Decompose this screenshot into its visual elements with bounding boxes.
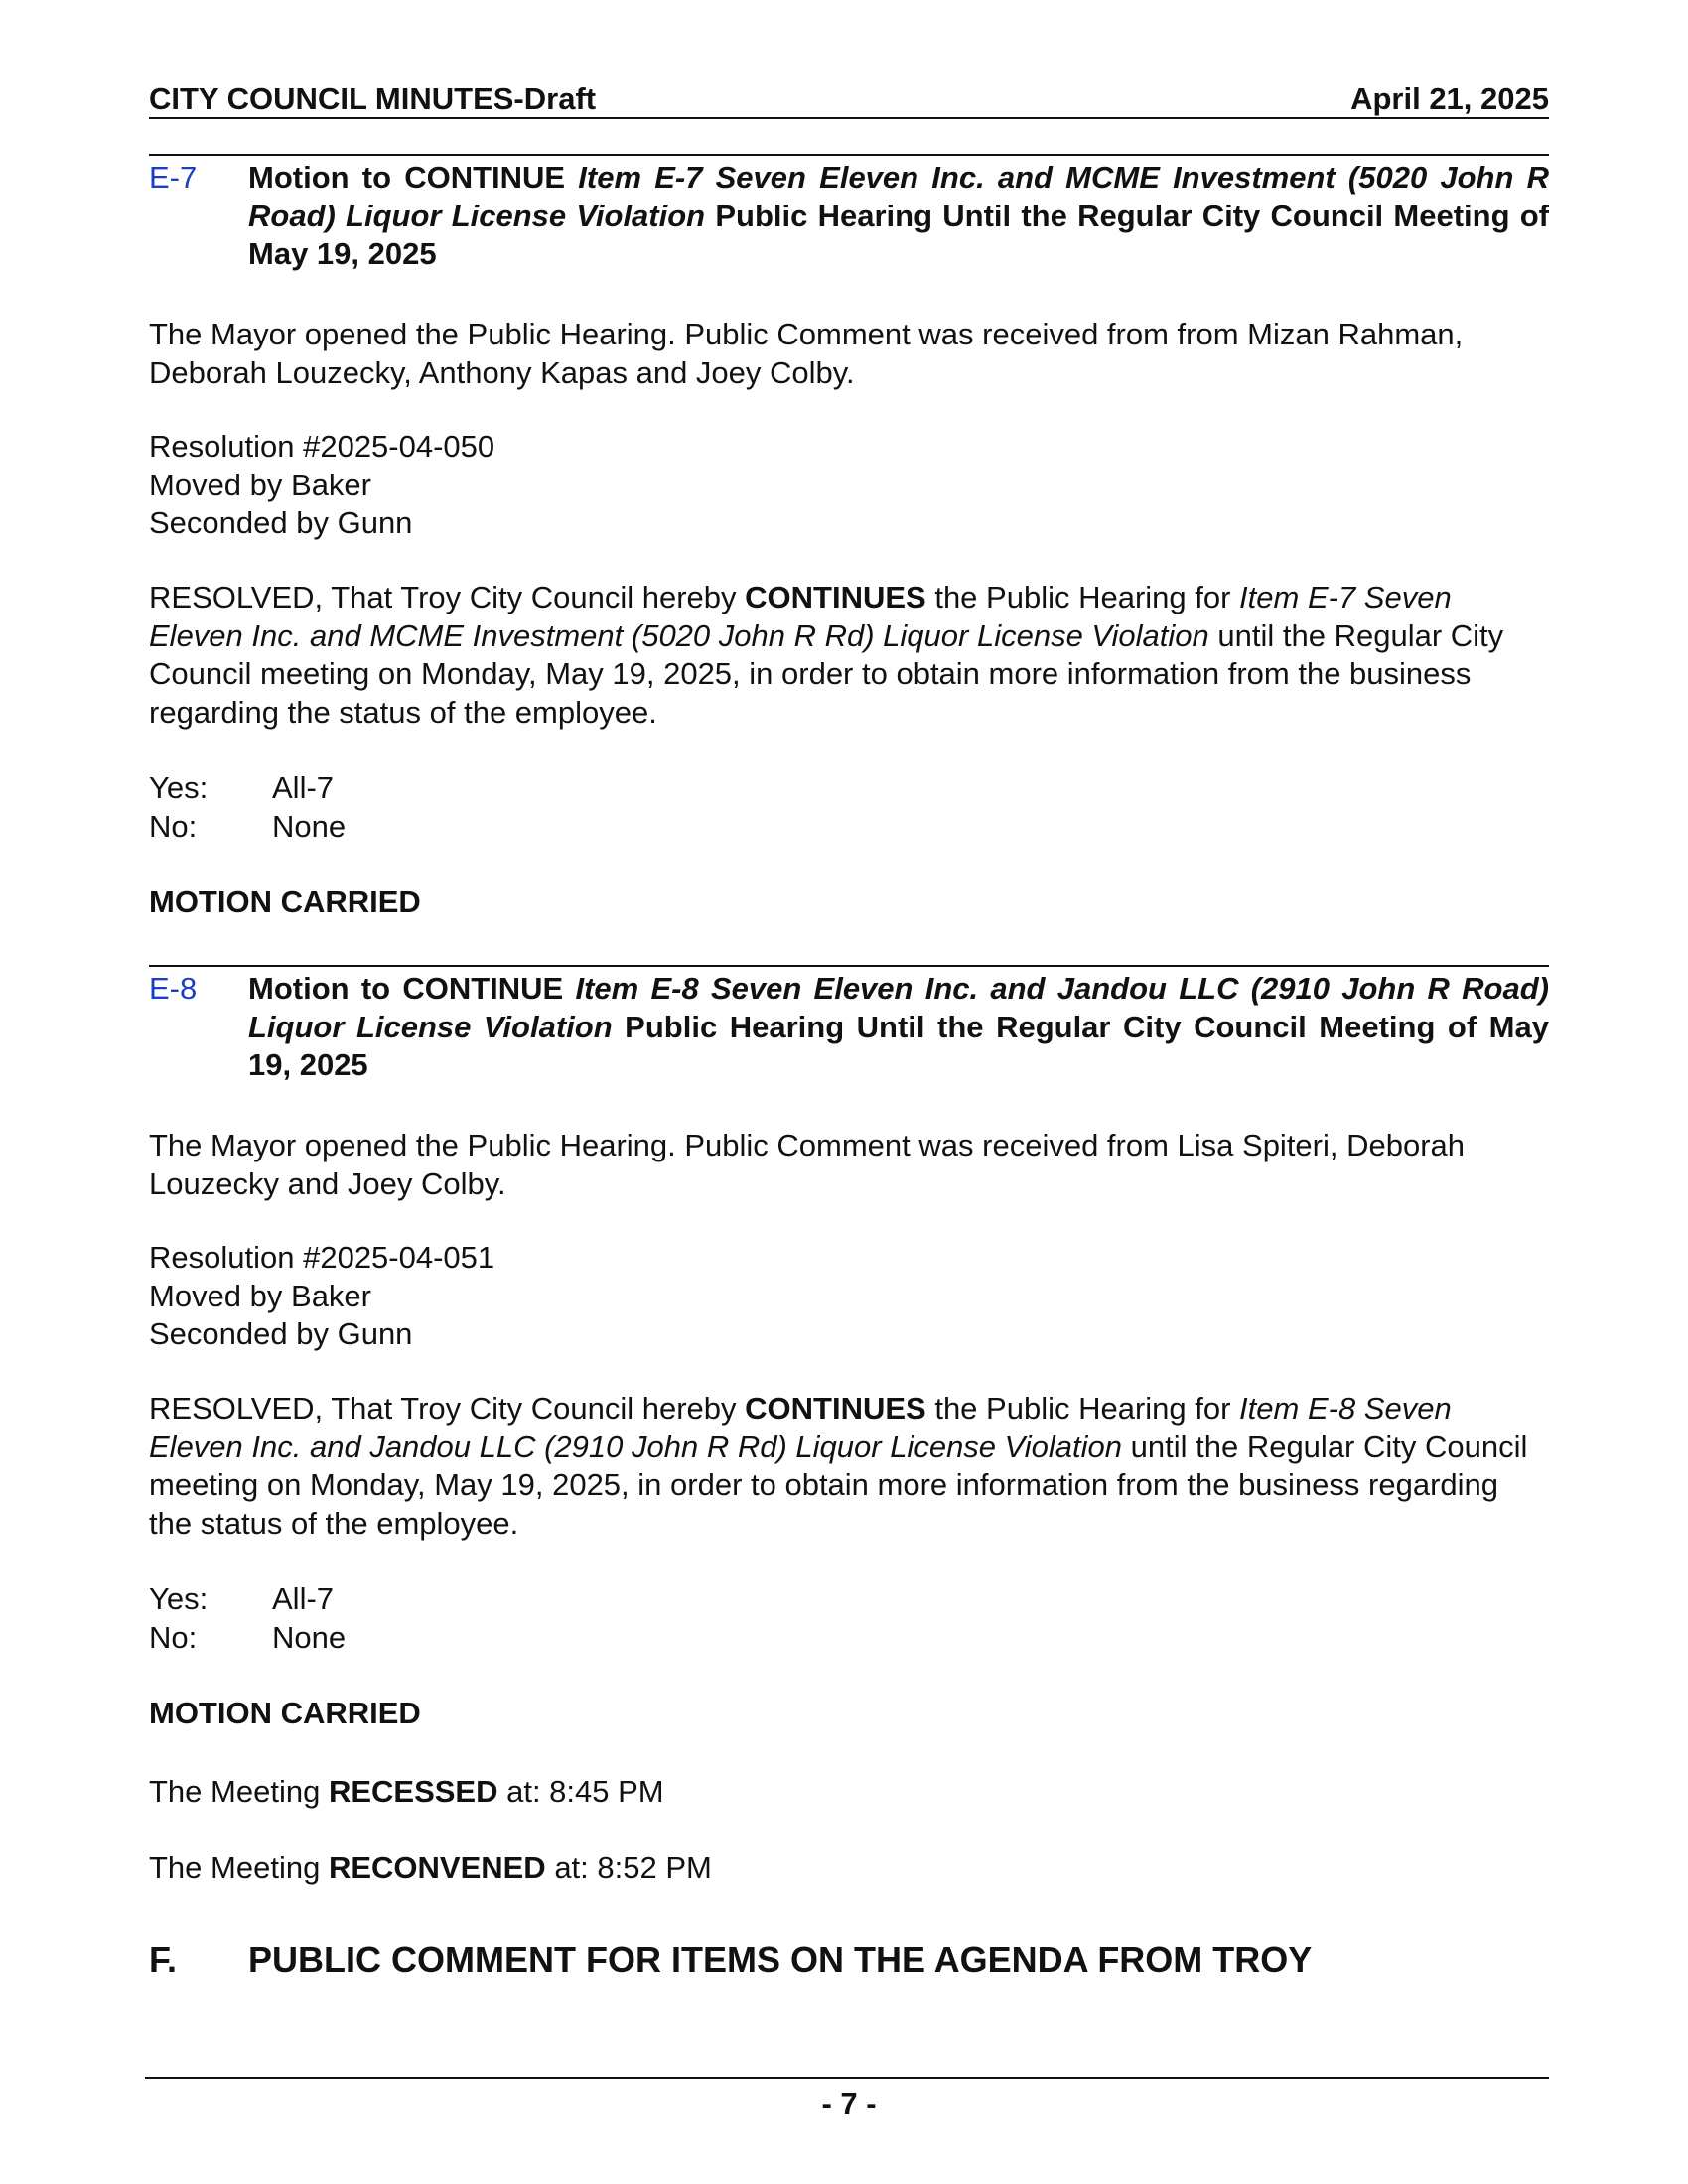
vote-tally bbox=[149, 1580, 1549, 1657]
item-title-italic: Item E-7 Seven Eleven Inc. and MCME Investment (5020 John R Road) Liquor License Violation bbox=[248, 160, 1550, 233]
reconvene-time: at: 8:52 PM bbox=[545, 1850, 712, 1885]
agenda-item-e7 bbox=[149, 159, 1549, 274]
agenda-item-e8 bbox=[149, 970, 1549, 1085]
section-heading-f bbox=[149, 1938, 1549, 1981]
resolution-info bbox=[149, 1239, 1549, 1354]
page-header bbox=[149, 77, 1549, 119]
resolved-middle: the Public Hearing for bbox=[925, 1391, 1240, 1426]
recess-time: at: 8:45 PM bbox=[497, 1774, 664, 1809]
yes-label: Yes: bbox=[149, 1581, 209, 1616]
header-date: April 21, 2025 bbox=[1350, 81, 1549, 116]
item-code: E-7 bbox=[149, 160, 198, 195]
no-value: None bbox=[272, 808, 347, 844]
resolved-suffix: until the Regular City Council meeting on Monday, May 19, 2025, in order to obtain more information from the business regarding the status of the employee. bbox=[149, 617, 1504, 730]
item-divider bbox=[149, 154, 1549, 156]
item-title-prefix: Motion to CONTINUE bbox=[248, 971, 576, 1006]
public-comment: The Mayor opened the Public Hearing. Public Comment was received from Lisa Spiteri, Deborah Louzecky and Joey Colby. bbox=[149, 1128, 1466, 1201]
resolution-info bbox=[149, 428, 1549, 543]
resolved-item: Item E-7 Seven Eleven Inc. and MCME Investment (5020 John R Rd) Liquor License Violation bbox=[149, 580, 1452, 653]
recess-action: RECESSED bbox=[328, 1774, 498, 1809]
item-divider bbox=[149, 965, 1549, 967]
seconded-by: Seconded by Gunn bbox=[149, 1316, 413, 1351]
header-title: CITY COUNCIL MINUTES-Draft bbox=[149, 81, 597, 116]
reconvene-action: RECONVENED bbox=[328, 1850, 546, 1885]
section-letter: F. bbox=[149, 1939, 178, 1979]
resolved-action: CONTINUES bbox=[745, 1391, 926, 1426]
recess-prefix: The Meeting bbox=[149, 1774, 329, 1809]
yes-label: Yes: bbox=[149, 770, 209, 805]
item-title bbox=[248, 159, 1549, 274]
resolved-suffix: until the Regular City Council meeting on Monday, May 19, 2025, in order to obtain more information from the business regarding the status of the employee. bbox=[149, 1429, 1528, 1541]
resolved-prefix: RESOLVED, That Troy City Council hereby bbox=[149, 1391, 746, 1426]
reconvene-prefix: The Meeting bbox=[149, 1850, 329, 1885]
item-title-italic: Item E-8 Seven Eleven Inc. and Jandou LLC (2910 John R Road) Liquor License Violation bbox=[248, 971, 1549, 1044]
yes-value: All-7 bbox=[272, 1581, 335, 1616]
page-number: - 7 - bbox=[821, 2086, 877, 2120]
moved-by: Moved by Baker bbox=[149, 1278, 371, 1313]
resolution-number: Resolution #2025-04-050 bbox=[149, 429, 495, 464]
public-comment: The Mayor opened the Public Hearing. Public Comment was received from from Mizan Rahman, Deborah Louzecky, Anthony Kapas and Joey Colby. bbox=[149, 317, 1464, 390]
motion-result: MOTION CARRIED bbox=[149, 885, 421, 919]
reconvene-note bbox=[149, 1849, 1549, 1888]
resolved-action: CONTINUES bbox=[745, 580, 926, 614]
no-value: None bbox=[272, 1619, 347, 1655]
document-page bbox=[149, 0, 1549, 2184]
seconded-by: Seconded by Gunn bbox=[149, 505, 413, 540]
resolution-number: Resolution #2025-04-051 bbox=[149, 1240, 495, 1275]
vote-tally bbox=[149, 769, 1549, 846]
footer-divider bbox=[145, 2077, 1549, 2079]
item-title-suffix: Public Hearing Until the Regular City Council Meeting of May 19, 2025 bbox=[248, 1009, 1549, 1082]
yes-value: All-7 bbox=[272, 770, 335, 805]
resolved-prefix: RESOLVED, That Troy City Council hereby bbox=[149, 580, 746, 614]
no-label: No: bbox=[149, 1619, 198, 1655]
resolved-item: Item E-8 Seven Eleven Inc. and Jandou LLC (2910 John R Rd) Liquor License Violation bbox=[149, 1391, 1452, 1464]
no-label: No: bbox=[149, 808, 198, 844]
section-title: PUBLIC COMMENT FOR ITEMS ON THE AGENDA FROM TROY bbox=[248, 1939, 1313, 1979]
resolved-middle: the Public Hearing for bbox=[925, 580, 1240, 614]
moved-by: Moved by Baker bbox=[149, 467, 371, 502]
resolution-text bbox=[149, 1390, 1549, 1543]
item-title bbox=[248, 970, 1549, 1085]
item-code: E-8 bbox=[149, 971, 198, 1006]
resolution-text bbox=[149, 579, 1549, 732]
motion-result: MOTION CARRIED bbox=[149, 1696, 421, 1730]
item-title-prefix: Motion to CONTINUE bbox=[248, 160, 579, 195]
recess-note bbox=[149, 1773, 1549, 1812]
item-title-suffix: Public Hearing Until the Regular City Council Meeting of May 19, 2025 bbox=[248, 198, 1549, 271]
